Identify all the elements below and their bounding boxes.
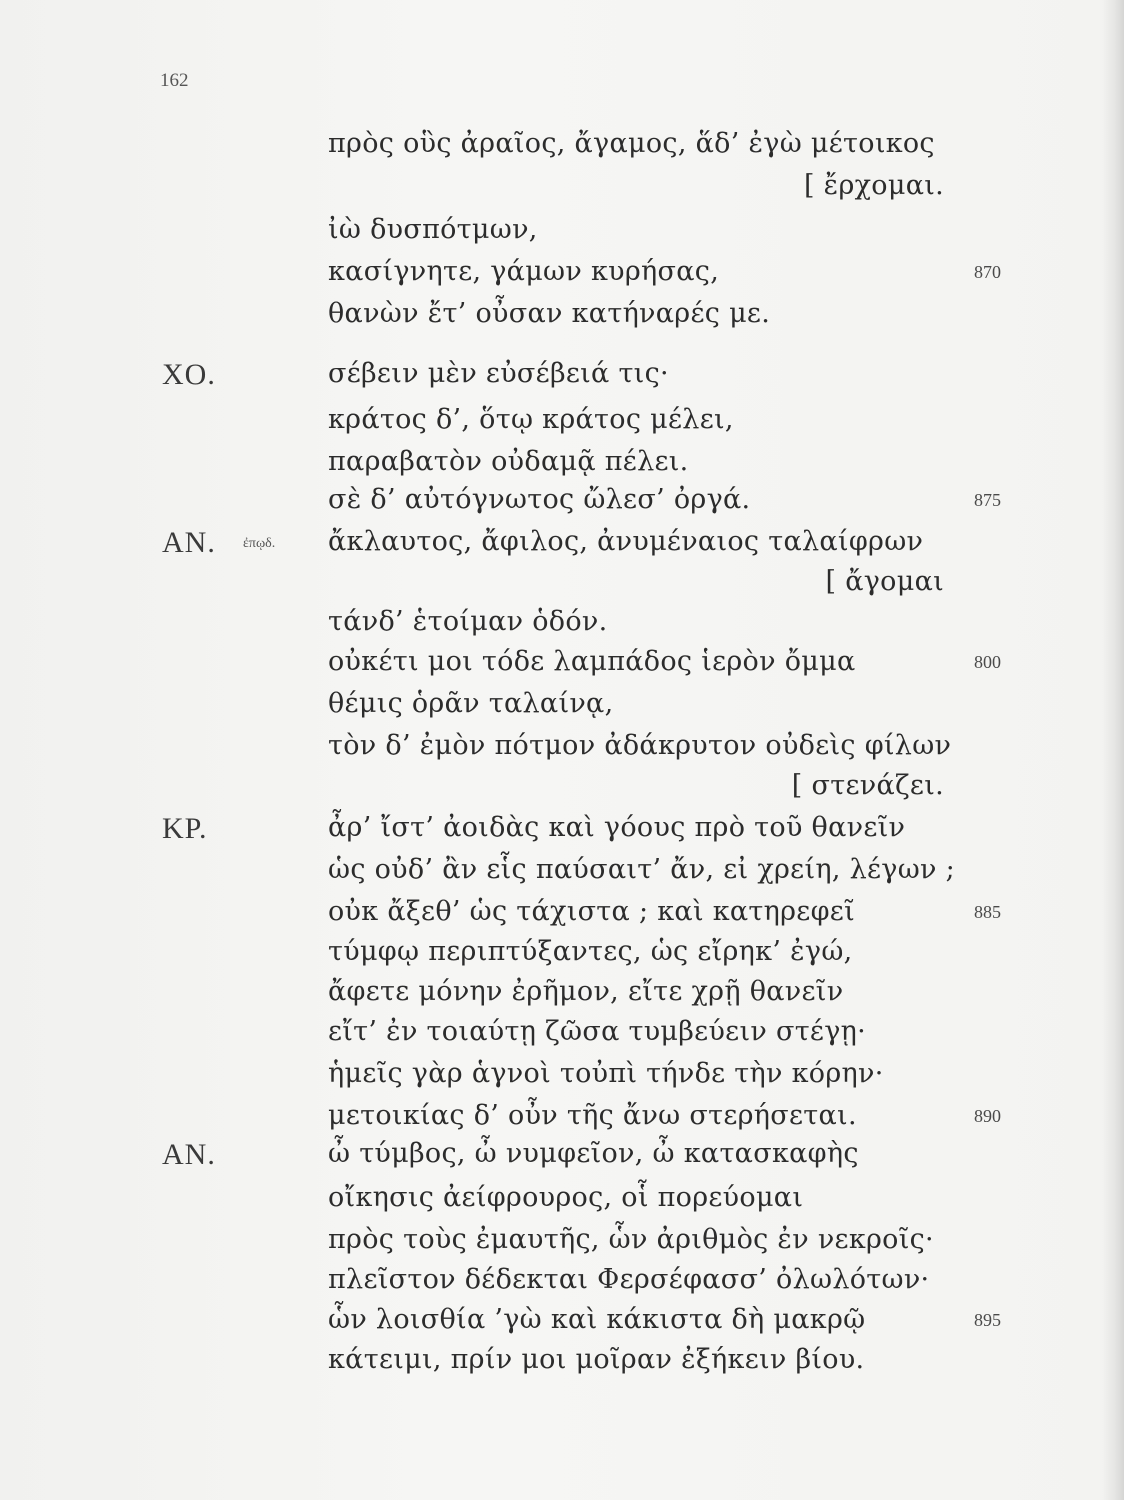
verse-text: μετοικίας δ’ οὖν τῆς ἄνω στερήσεται. xyxy=(328,1100,857,1131)
verse-text: ὧν λοισθία ’γὼ καὶ κάκιστα δὴ μακρῷ xyxy=(328,1304,866,1335)
verse-text: οὐκ ἄξεθ’ ὡς τάχιστα ; καὶ κατηρεφεῖ xyxy=(328,896,855,927)
line-number: 885 xyxy=(974,902,1001,922)
verse-line xyxy=(0,770,1124,814)
verse-line xyxy=(0,214,1124,258)
verse-line xyxy=(0,1304,1124,1348)
verse-line xyxy=(0,812,1124,856)
verse-line xyxy=(0,1344,1124,1388)
verse-line xyxy=(0,1058,1124,1102)
line-number: 890 xyxy=(974,1106,1001,1126)
verse-line xyxy=(0,854,1124,898)
verse-text: πρὸς οὓς ἀραῖος, ἄγαμος, ἅδ’ ἐγὼ μέτοικος xyxy=(328,128,935,159)
speaker-label: ΑΝ. xyxy=(162,526,216,559)
verse-text: εἴτ’ ἐν τοιαύτῃ ζῶσα τυμβεύειν στέγῃ· xyxy=(328,1016,867,1047)
verse-line xyxy=(0,566,1124,610)
speaker-label: ΑΝ. xyxy=(162,1138,216,1171)
verse-text: σέβειν μὲν εὐσέβειά τις· xyxy=(328,358,669,389)
page-number: 162 xyxy=(160,70,189,91)
verse-text: κράτος δ’, ὅτῳ κράτος μέλει, xyxy=(328,404,734,435)
verse-continuation: [ στενάζει. xyxy=(791,770,944,801)
verse-line xyxy=(0,688,1124,732)
verse-line xyxy=(0,896,1124,940)
verse-text: θανὼν ἔτ’ οὖσαν κατήναρές με. xyxy=(328,298,771,329)
verse-text: κάτειμι, πρίν μοι μοῖραν ἐξήκειν βίου. xyxy=(328,1344,865,1375)
verse-continuation: [ ἄγομαι xyxy=(825,566,944,597)
line-number: 870 xyxy=(974,262,1001,282)
verse-text: ἄκλαυτος, ἄφιλος, ἀνυμέναιος ταλαίφρων xyxy=(328,526,924,557)
verse-line xyxy=(0,646,1124,690)
verse-text: τάνδ’ ἑτοίμαν ὁδόν. xyxy=(328,606,608,637)
verse-text: ἄφετε μόνην ἐρῆμον, εἴτε χρῇ θανεῖν xyxy=(328,976,844,1007)
verse-line xyxy=(0,1016,1124,1060)
verse-text: πρὸς τοὺς ἐμαυτῆς, ὧν ἀριθμὸς ἐν νεκροῖς· xyxy=(328,1224,934,1255)
verse-text: οὐκέτι μοι τόδε λαμπάδος ἱερὸν ὄμμα xyxy=(328,646,856,677)
verse-line xyxy=(0,1182,1124,1226)
verse-line xyxy=(0,606,1124,650)
verse-text: ὦ τύμβος, ὦ νυμφεῖον, ὦ κατασκαφὴς xyxy=(328,1138,859,1169)
speaker-label: ΧΟ. xyxy=(162,358,216,391)
verse-line xyxy=(0,1224,1124,1268)
verse-line xyxy=(0,128,1124,172)
verse-line xyxy=(0,1138,1124,1182)
verse-text: οἴκησις ἀείφρουρος, οἷ πορεύομαι xyxy=(328,1182,804,1213)
speaker-label: ΚΡ. xyxy=(162,812,208,845)
verse-line xyxy=(0,976,1124,1020)
verse-text: σὲ δ’ αὐτόγνωτος ὤλεσ’ ὀργά. xyxy=(328,484,751,515)
verse-text: ἆρ’ ἴστ’ ἀοιδὰς καὶ γόους πρὸ τοῦ θανεῖν xyxy=(328,812,906,843)
verse-text: θέμις ὁρᾶν ταλαίνᾳ, xyxy=(328,688,614,719)
verse-line xyxy=(0,298,1124,342)
verse-line xyxy=(0,936,1124,980)
verse-line xyxy=(0,358,1124,402)
verse-line xyxy=(0,730,1124,774)
verse-line xyxy=(0,404,1124,448)
verse-text: τύμφῳ περιπτύξαντες, ὡς εἴρηκ’ ἐγώ, xyxy=(328,936,853,967)
verse-line xyxy=(0,1264,1124,1308)
verse-text: ὡς οὐδ’ ἂν εἷς παύσαιτ’ ἄν, εἰ χρείη, λέγων ; xyxy=(328,854,956,885)
verse-text: ἰὼ δυσπότμων, xyxy=(328,214,538,245)
verse-text: παραβατὸν οὐδαμᾷ πέλει. xyxy=(328,446,689,477)
verse-line xyxy=(0,256,1124,300)
verse-line xyxy=(0,484,1124,528)
verse-text: κασίγνητε, γάμων κυρήσας, xyxy=(328,256,720,287)
verse-line xyxy=(0,526,1124,570)
verse-text: τὸν δ’ ἐμὸν πότμον ἀδάκρυτον οὐδεὶς φίλων xyxy=(328,730,952,761)
line-number: 800 xyxy=(974,652,1001,672)
section-note: ἐπῳδ. xyxy=(243,536,276,551)
line-number: 875 xyxy=(974,490,1001,510)
line-number: 895 xyxy=(974,1310,1001,1330)
verse-text: πλεῖστον δέδεκται Φερσέφασσ’ ὀλωλότων· xyxy=(328,1264,930,1295)
verse-text: ἡμεῖς γὰρ ἁγνοὶ τοὐπὶ τήνδε τὴν κόρην· xyxy=(328,1058,884,1089)
verse-line xyxy=(0,170,1124,214)
verse-continuation: [ ἔρχομαι. xyxy=(803,170,944,201)
